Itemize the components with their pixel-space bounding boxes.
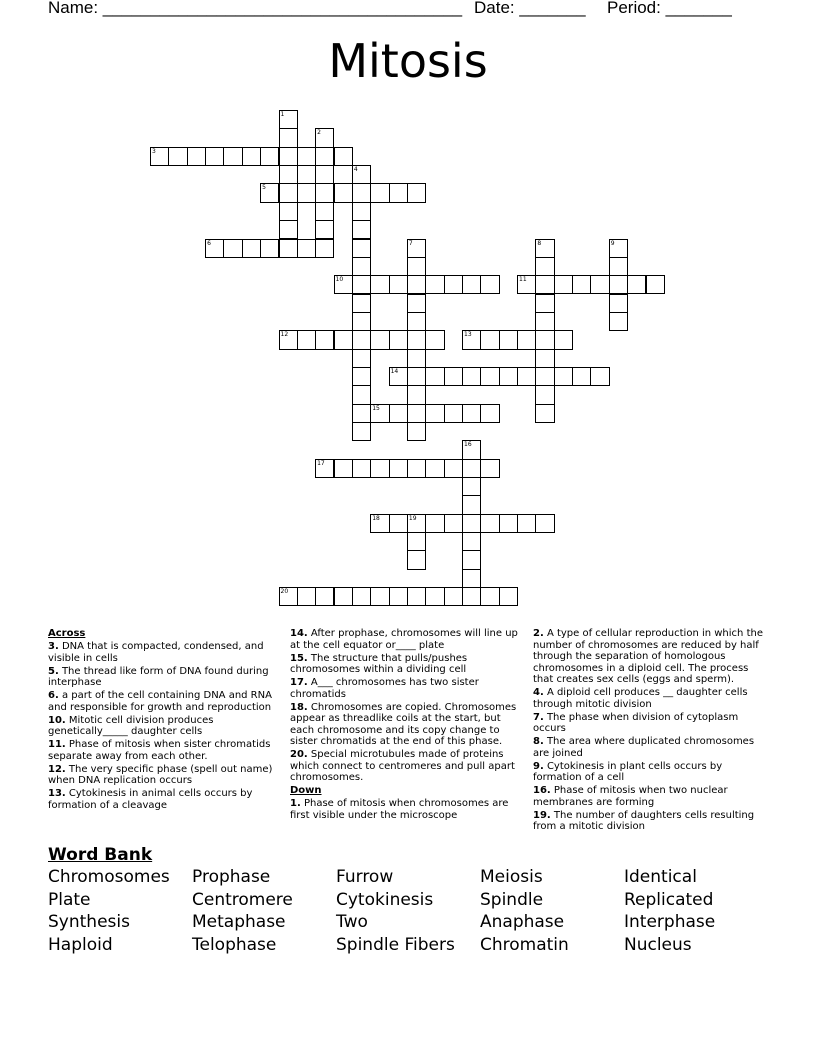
grid-cell[interactable]: [535, 294, 554, 313]
clue-number: 8: [537, 239, 542, 247]
clue-number: 11: [519, 276, 527, 284]
word-bank-item: Telophase: [192, 935, 277, 956]
grid-cell[interactable]: [444, 275, 463, 294]
clue-text: Phase of mitosis when sister chromatids separate away from each other.: [48, 739, 271, 762]
grid-cell[interactable]: [444, 404, 463, 423]
clue-number: 12.: [48, 763, 66, 775]
clue-item: [48, 666, 276, 689]
word-bank-item: Spindle Fibers: [336, 935, 455, 956]
grid-cell[interactable]: [279, 110, 298, 129]
grid-cell[interactable]: [499, 587, 518, 606]
clue-number: 19.: [533, 809, 551, 821]
clue-text: Mitotic cell division produces genetically_____ daughter cells: [48, 714, 214, 737]
grid-cell[interactable]: [334, 587, 353, 606]
grid-cell[interactable]: [646, 275, 665, 294]
clue-text: The very specific phase (spell out name) when DNA replication occurs: [48, 763, 273, 786]
word-bank-item: Interphase: [624, 912, 716, 933]
clue-item: [533, 761, 765, 784]
grid-cell[interactable]: [462, 404, 481, 423]
clue-number: 1: [280, 111, 285, 118]
grid-cell[interactable]: [407, 550, 426, 569]
clue-number: 18: [372, 514, 380, 522]
clue-text: The structure that pulls/pushes chromosomes within a dividing cell: [290, 652, 468, 675]
grid-cell[interactable]: [407, 349, 426, 368]
clue-item: [290, 628, 522, 651]
clue-text: The thread like form of DNA found during interphase: [48, 665, 269, 688]
grid-cell[interactable]: [462, 275, 481, 294]
grid-cell[interactable]: [205, 147, 224, 166]
grid-cell[interactable]: [242, 239, 261, 258]
clue-item: [533, 628, 765, 686]
clue-number: 6: [207, 239, 211, 247]
clue-number: 1.: [290, 798, 301, 809]
grid-cell[interactable]: [535, 257, 554, 276]
grid-cell[interactable]: [480, 587, 499, 606]
grid-cell[interactable]: [352, 239, 371, 258]
grid-cell[interactable]: [315, 165, 334, 184]
word-bank-item: Synthesis: [48, 912, 130, 933]
clue-item: [48, 764, 276, 787]
grid-cell[interactable]: [315, 459, 334, 478]
grid-cell[interactable]: [389, 587, 408, 606]
clue-number: 14: [390, 367, 399, 375]
grid-cell[interactable]: [205, 239, 224, 258]
grid-cell[interactable]: [370, 183, 389, 202]
grid-cell[interactable]: [535, 385, 554, 404]
grid-cell[interactable]: [352, 349, 371, 368]
grid-cell[interactable]: [425, 275, 444, 294]
grid-cell[interactable]: [334, 330, 353, 349]
clue-text: A___ chromosomes has two sister chromatids: [290, 677, 479, 700]
clue-text: DNA that is compacted, condensed, and visible in cells: [48, 641, 264, 664]
grid-cell[interactable]: [297, 239, 316, 258]
grid-cell[interactable]: [407, 385, 426, 404]
grid-cell[interactable]: [407, 422, 426, 441]
grid-cell[interactable]: [315, 220, 334, 239]
grid-cell[interactable]: [315, 587, 334, 606]
grid-cell[interactable]: [609, 257, 628, 276]
grid-cell[interactable]: [407, 459, 426, 478]
name-field[interactable]: Name: ______________________________________: [48, 0, 463, 17]
word-bank-item: Chromatin: [480, 935, 569, 956]
grid-cell[interactable]: [609, 275, 628, 294]
grid-cell[interactable]: [315, 183, 334, 202]
grid-cell[interactable]: [279, 220, 298, 239]
clue-number: 7.: [533, 711, 544, 723]
clue-number: 2.: [533, 628, 544, 639]
grid-cell[interactable]: [223, 239, 242, 258]
clue-number: 15.: [290, 652, 308, 664]
grid-cell[interactable]: [352, 367, 371, 386]
grid-cell[interactable]: [517, 275, 536, 294]
word-bank-title: Word Bank: [48, 845, 153, 865]
grid-cell[interactable]: [279, 128, 298, 147]
grid-cell[interactable]: [425, 459, 444, 478]
grid-cell[interactable]: [480, 459, 499, 478]
clue-number: 4.: [533, 687, 544, 698]
clue-number: 3.: [48, 641, 59, 652]
clue-number: 5: [262, 184, 266, 192]
clue-number: 13: [464, 331, 472, 339]
clue-item: [290, 677, 522, 700]
grid-cell[interactable]: [352, 275, 371, 294]
grid-cell[interactable]: [407, 294, 426, 313]
grid-cell[interactable]: [279, 202, 298, 221]
grid-cell[interactable]: [315, 330, 334, 349]
clue-number: 17: [317, 459, 325, 467]
clue-text: a part of the cell containing DNA and RNA and responsible for growth and reproduction: [48, 690, 272, 713]
grid-cell[interactable]: [223, 147, 242, 166]
grid-cell[interactable]: [627, 275, 646, 294]
grid-cell[interactable]: [535, 367, 554, 386]
grid-cell[interactable]: [462, 495, 481, 514]
grid-cell[interactable]: [407, 532, 426, 551]
grid-cell[interactable]: [425, 367, 444, 386]
grid-cell[interactable]: [260, 239, 279, 258]
word-bank-item: Nucleus: [624, 935, 692, 956]
word-bank-item: Replicated: [624, 889, 714, 910]
grid-cell[interactable]: [462, 532, 481, 551]
grid-cell[interactable]: [389, 367, 408, 386]
clue-number: 9.: [533, 760, 544, 772]
clue-text: After prophase, chromosomes will line up at the cell equator or____ plate: [290, 628, 518, 651]
grid-cell[interactable]: [389, 183, 408, 202]
clue-number: 15: [372, 404, 380, 412]
grid-cell[interactable]: [535, 514, 554, 533]
word-bank-item: Anaphase: [480, 912, 565, 933]
clue-text: The phase when division of cytoplasm occurs: [533, 711, 739, 734]
grid-cell[interactable]: [352, 165, 371, 184]
grid-cell[interactable]: [425, 330, 444, 349]
word-bank-item: Two: [336, 912, 368, 933]
grid-cell[interactable]: [609, 312, 628, 331]
date-field[interactable]: Date: _______: [474, 0, 586, 17]
clue-item: [290, 653, 522, 676]
grid-cell[interactable]: [517, 367, 536, 386]
grid-cell[interactable]: [389, 459, 408, 478]
grid-cell[interactable]: [352, 202, 371, 221]
grid-cell[interactable]: [352, 312, 371, 331]
grid-cell[interactable]: [572, 367, 591, 386]
grid-cell[interactable]: [462, 440, 481, 459]
grid-cell[interactable]: [425, 587, 444, 606]
grid-cell[interactable]: [389, 275, 408, 294]
grid-cell[interactable]: [572, 275, 591, 294]
grid-cell[interactable]: [352, 459, 371, 478]
grid-cell[interactable]: [407, 367, 426, 386]
grid-cell[interactable]: [370, 587, 389, 606]
grid-cell[interactable]: [370, 404, 389, 423]
clue-number: 12: [280, 331, 289, 339]
grid-cell[interactable]: [352, 404, 371, 423]
grid-cell[interactable]: [462, 569, 481, 588]
grid-cell[interactable]: [370, 514, 389, 533]
clue-text: A type of cellular reproduction in which the number of chromosomes are reduced by half through the separation of homologous chromosomes in a diploid cell. The process that creates sex cells (eggs and sperm).: [533, 628, 763, 685]
grid-cell[interactable]: [407, 183, 426, 202]
grid-cell[interactable]: [425, 514, 444, 533]
clue-text: The number of daughters cells resulting from a mitotic division: [533, 809, 755, 832]
clue-number: 16.: [533, 785, 551, 796]
grid-cell[interactable]: [352, 385, 371, 404]
grid-cell[interactable]: [297, 147, 316, 166]
clue-item: [48, 641, 276, 664]
clue-number: 19: [408, 514, 417, 522]
grid-cell[interactable]: [517, 514, 536, 533]
clue-item: [533, 810, 765, 833]
clue-item: [533, 736, 765, 759]
clue-text: Cytokinesis in plant cells occurs by formation of a cell: [533, 760, 723, 783]
grid-cell[interactable]: [407, 330, 426, 349]
grid-cell[interactable]: [535, 349, 554, 368]
clue-number: 10: [335, 276, 344, 284]
word-bank-item: Metaphase: [192, 912, 286, 933]
grid-cell[interactable]: [480, 404, 499, 423]
clue-section-heading: Down: [290, 785, 322, 796]
clue-number: 20: [280, 588, 289, 596]
grid-cell[interactable]: [315, 202, 334, 221]
grid-cell[interactable]: [499, 367, 518, 386]
grid-cell[interactable]: [334, 183, 353, 202]
grid-cell[interactable]: [462, 367, 481, 386]
grid-cell[interactable]: [389, 514, 408, 533]
grid-cell[interactable]: [517, 330, 536, 349]
clue-number: 9: [610, 239, 615, 247]
grid-cell[interactable]: [297, 183, 316, 202]
clue-number: 16: [464, 441, 472, 449]
grid-cell[interactable]: [609, 239, 628, 258]
clue-number: 10.: [48, 714, 66, 726]
grid-cell[interactable]: [407, 587, 426, 606]
grid-cell[interactable]: [535, 404, 554, 423]
grid-cell[interactable]: [279, 330, 298, 349]
grid-cell[interactable]: [407, 257, 426, 276]
grid-cell[interactable]: [279, 587, 298, 606]
grid-cell[interactable]: [352, 294, 371, 313]
grid-cell[interactable]: [260, 183, 279, 202]
grid-cell[interactable]: [352, 330, 371, 349]
grid-cell[interactable]: [389, 404, 408, 423]
grid-cell[interactable]: [535, 275, 554, 294]
grid-cell[interactable]: [444, 514, 463, 533]
word-bank-item: Prophase: [192, 867, 271, 887]
grid-cell[interactable]: [334, 459, 353, 478]
clue-number: 4: [353, 166, 358, 174]
grid-cell[interactable]: [279, 239, 298, 258]
clue-item: [48, 690, 276, 713]
grid-cell[interactable]: [480, 275, 499, 294]
clue-number: 17.: [290, 677, 308, 688]
grid-cell[interactable]: [407, 514, 426, 533]
grid-cell[interactable]: [187, 147, 206, 166]
grid-cell[interactable]: [352, 587, 371, 606]
grid-cell[interactable]: [352, 183, 371, 202]
clue-number: 18.: [290, 701, 308, 713]
word-bank-item: Plate: [48, 889, 91, 910]
clue-number: 3: [152, 147, 156, 155]
grid-cell[interactable]: [462, 514, 481, 533]
grid-cell[interactable]: [444, 459, 463, 478]
grid-cell[interactable]: [279, 183, 298, 202]
grid-cell[interactable]: [499, 330, 518, 349]
grid-cell[interactable]: [407, 275, 426, 294]
grid-cell[interactable]: [554, 330, 573, 349]
grid-cell[interactable]: [334, 147, 353, 166]
grid-cell[interactable]: [150, 147, 169, 166]
clue-number: 8.: [533, 736, 544, 747]
clue-text: Special microtubules made of proteins which connect to centromeres and pull apart chromosomes.: [290, 749, 515, 783]
grid-cell[interactable]: [370, 275, 389, 294]
clue-text: The area where duplicated chromosomes are joined: [533, 736, 755, 759]
grid-cell[interactable]: [352, 422, 371, 441]
clue-item: [48, 715, 276, 738]
clue-number: 13.: [48, 788, 66, 799]
grid-cell[interactable]: [334, 275, 353, 294]
grid-cell[interactable]: [315, 147, 334, 166]
grid-cell[interactable]: [462, 330, 481, 349]
word-bank-item: Cytokinesis: [336, 889, 434, 910]
grid-cell[interactable]: [279, 165, 298, 184]
grid-cell[interactable]: [315, 128, 334, 147]
grid-cell[interactable]: [480, 514, 499, 533]
grid-cell[interactable]: [425, 404, 444, 423]
word-bank-item: Chromosomes: [48, 867, 170, 887]
grid-cell[interactable]: [168, 147, 187, 166]
word-bank-item: Identical: [624, 867, 697, 887]
word-bank-item: Furrow: [336, 867, 394, 887]
clue-text: Phase of mitosis when two nuclear membranes are forming: [533, 785, 728, 808]
grid-cell[interactable]: [444, 367, 463, 386]
page-title: Mitosis: [328, 34, 488, 88]
grid-cell[interactable]: [279, 147, 298, 166]
clue-item: [533, 785, 765, 808]
clues-column-2: [290, 628, 522, 823]
grid-cell[interactable]: [535, 330, 554, 349]
grid-cell[interactable]: [480, 330, 499, 349]
clue-item: [290, 749, 522, 784]
grid-cell[interactable]: [407, 404, 426, 423]
clue-item: [533, 687, 765, 710]
clues-column-3: [533, 628, 765, 834]
grid-cell[interactable]: [352, 257, 371, 276]
clue-text: Phase of mitosis when chromosomes are first visible under the microscope: [290, 798, 509, 821]
grid-cell[interactable]: [480, 367, 499, 386]
clue-item: [290, 798, 522, 821]
grid-cell[interactable]: [462, 477, 481, 496]
word-bank-item: Haploid: [48, 935, 113, 956]
grid-cell[interactable]: [389, 330, 408, 349]
grid-cell[interactable]: [590, 367, 609, 386]
word-bank-item: Spindle: [480, 889, 544, 910]
grid-cell[interactable]: [462, 587, 481, 606]
grid-cell[interactable]: [242, 147, 261, 166]
clue-text: Cytokinesis in animal cells occurs by formation of a cleavage: [48, 788, 253, 811]
grid-cell[interactable]: [535, 312, 554, 331]
grid-cell[interactable]: [535, 239, 554, 258]
clue-item: [290, 702, 522, 748]
clue-number: 14.: [290, 628, 308, 639]
clue-text: Chromosomes are copied. Chromosomes appear as threadlike coils at the start, but each chromosome and its copy change to sister chromatids at the end of this phase.: [290, 701, 517, 747]
clue-number: 6.: [48, 690, 59, 701]
clue-number: 2: [317, 129, 321, 137]
grid-cell[interactable]: [462, 459, 481, 478]
grid-cell[interactable]: [499, 514, 518, 533]
grid-cell[interactable]: [407, 239, 426, 258]
grid-cell[interactable]: [462, 550, 481, 569]
period-field[interactable]: Period: _______: [607, 0, 732, 17]
grid-cell[interactable]: [370, 459, 389, 478]
clue-number: 5.: [48, 665, 59, 677]
clue-item: [48, 788, 276, 811]
grid-cell[interactable]: [444, 587, 463, 606]
word-bank-item: Centromere: [192, 889, 293, 910]
grid-cell[interactable]: [609, 294, 628, 313]
clue-section-heading: Across: [48, 628, 86, 639]
grid-cell[interactable]: [370, 330, 389, 349]
clue-number: 20.: [290, 749, 308, 760]
clue-number: 7: [408, 239, 413, 247]
clue-text: A diploid cell produces __ daughter cells through mitotic division: [533, 687, 748, 710]
clue-item: [48, 739, 276, 762]
grid-cell[interactable]: [554, 367, 573, 386]
grid-cell[interactable]: [554, 275, 573, 294]
word-bank-item: Meiosis: [480, 867, 543, 887]
grid-cell[interactable]: [315, 239, 334, 258]
clue-item: [533, 712, 765, 735]
grid-cell[interactable]: [590, 275, 609, 294]
grid-cell[interactable]: [297, 587, 316, 606]
grid-cell[interactable]: [297, 330, 316, 349]
grid-cell[interactable]: [260, 147, 279, 166]
clue-number: 11.: [48, 739, 66, 750]
clues-column-1: [48, 628, 276, 813]
grid-cell[interactable]: [407, 312, 426, 331]
grid-cell[interactable]: [352, 220, 371, 239]
